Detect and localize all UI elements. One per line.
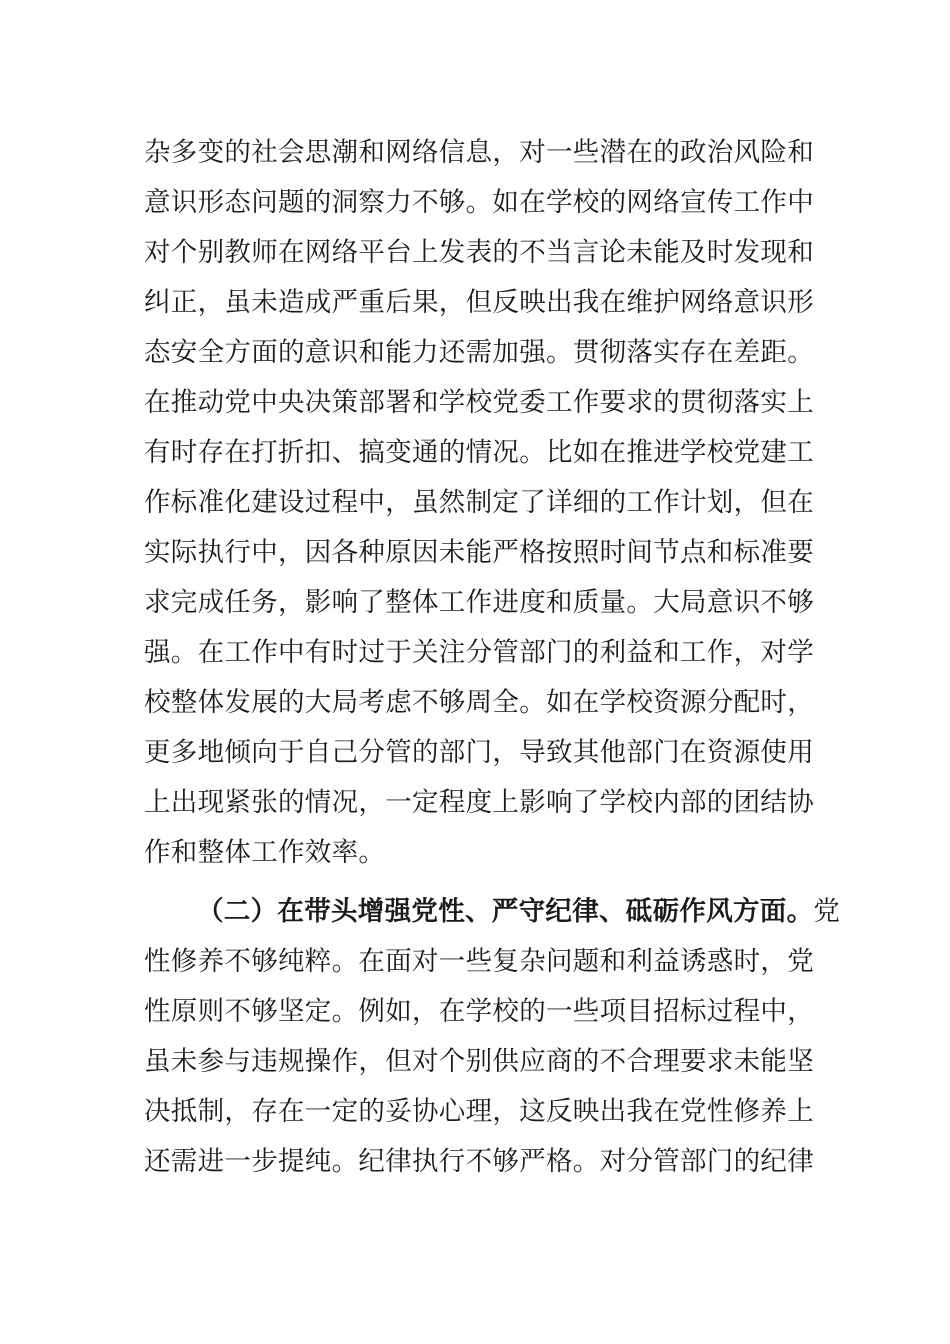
paragraph-spacer	[144, 878, 808, 887]
text-line: 更多地倾向于自己分管的部门，导致其他部门在资源使用	[144, 737, 814, 768]
text-line: 在推动党中央决策部署和学校党委工作要求的贯彻落实上	[144, 387, 814, 418]
section-heading: （二）在带头增强党性、严守纪律、砥砺作风方面。	[197, 896, 814, 927]
text-line: 决抵制，存在一定的妥协心理，这反映出我在党性修养上	[144, 1096, 814, 1127]
text-line: 虽未参与违规操作，但对个别供应商的不合理要求未能坚	[144, 1046, 814, 1077]
text-line: 纠正，虽未造成严重后果，但反映出我在维护网络意识形	[144, 287, 814, 318]
text-line: 对个别教师在网络平台上发表的不当言论未能及时发现和	[144, 237, 814, 268]
text-line: 还需进一步提纯。纪律执行不够严格。对分管部门的纪律	[144, 1146, 814, 1177]
text-line: 强。在工作中有时过于关注分管部门的利益和工作，对学	[144, 637, 814, 668]
text-line: 有时存在打折扣、搞变通的情况。比如在推进学校党建工	[144, 437, 814, 468]
text-line: 作和整体工作效率。	[144, 837, 386, 868]
paragraph-2-first-line	[144, 887, 841, 937]
text-line: 态安全方面的意识和能力还需加强。贯彻落实存在差距。	[144, 337, 814, 368]
paragraph-1	[144, 128, 814, 878]
text-line: 作标准化建设过程中，虽然制定了详细的工作计划，但在	[144, 487, 814, 518]
text-line: 性修养不够纯粹。在面对一些复杂问题和利益诱惑时，党	[144, 946, 814, 977]
text-line: 杂多变的社会思潮和网络信息，对一些潜在的政治风险和	[144, 137, 814, 168]
text-line: 性原则不够坚定。例如，在学校的一些项目招标过程中，	[144, 996, 814, 1027]
text-fragment: 党	[813, 896, 841, 927]
body-text	[144, 128, 841, 1187]
text-line: 校整体发展的大局考虑不够周全。如在学校资源分配时，	[144, 687, 814, 718]
text-line: 求完成任务，影响了整体工作进度和质量。大局意识不够	[144, 587, 814, 618]
text-line: 上出现紧张的情况，一定程度上影响了学校内部的团结协	[144, 787, 814, 818]
paragraph-2	[144, 887, 841, 1187]
text-line: 意识形态问题的洞察力不够。如在学校的网络宣传工作中	[144, 187, 814, 218]
text-line: 实际执行中，因各种原因未能严格按照时间节点和标准要	[144, 537, 814, 568]
